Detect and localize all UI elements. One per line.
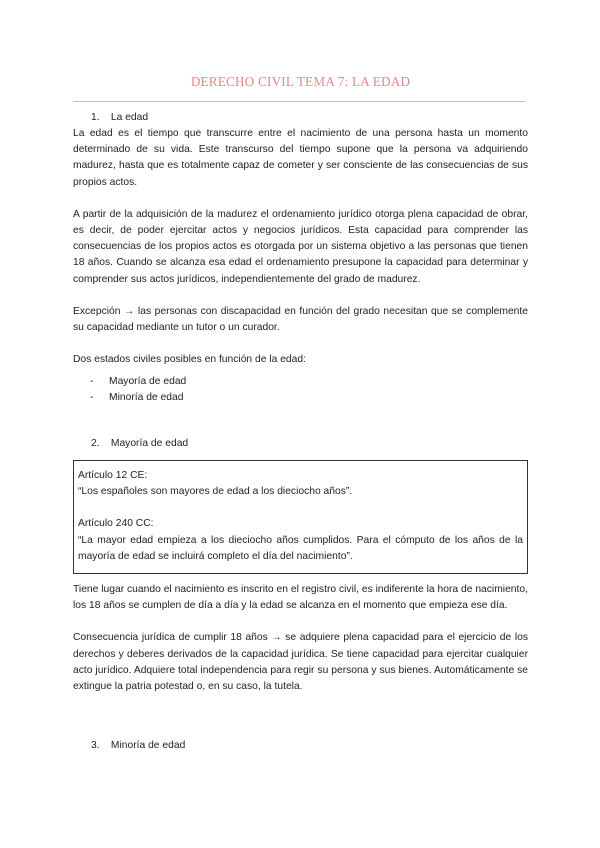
section-heading-3 (91, 738, 185, 754)
section-title: La edad (110, 112, 149, 123)
section-number: 1. (91, 112, 100, 123)
article-title: Artículo 12 CE: (78, 470, 148, 481)
title-divider (73, 101, 525, 102)
paragraph: La edad es el tiempo que transcurre entre el nacimiento de una persona hasta un momento determinado de su vida. Este transcurso del tiempo supone que la persona va adquiriendo madurez, hasta que es totalmente capaz de cometer y ser consciente de las consecuencias de sus propios actos. (73, 128, 528, 188)
paragraph: Consecuencia jurídica de cumplir 18 años → se adquiere plena capacidad para el ejercicio de los derechos y deberes derivados de la capacidad jurídica. Se tiene capacidad para ejercitar cualquier acto jurídico. Adquiere total independencia para regir su persona y sus bienes. Automáticamente se extingue la patria potestad o, en su caso, la tutela. (73, 632, 528, 693)
section-heading-2 (91, 436, 188, 452)
bullet-dash: - (90, 376, 94, 387)
legal-articles-box (73, 460, 528, 574)
article-text: “Los españoles son mayores de edad a los dieciocho años”. (78, 486, 353, 498)
paragraph: A partir de la adquisición de la madurez el ordenamiento jurídico otorga plena capacidad de obrar, es decir, de poder ejercitar actos y negocios jurídicos. Esta capacidad para comprender las consecuencias de los propios actos es otorgada por un sistema objetivo a las personas que tienen 18 años. Cuando se alcanza esa edad el ordenamiento presupone la capacidad para determinar y comprender sus actos jurídicos, independientemente del grado de madurez. (73, 208, 528, 285)
section-number: 2. (91, 438, 100, 449)
article-title: Artículo 240 CC: (78, 518, 154, 530)
list-item-text: Minoría de edad (109, 392, 184, 403)
document-title: DERECHO CIVIL TEMA 7: LA EDAD (190, 74, 411, 89)
list-item (90, 374, 186, 390)
paragraph: Tiene lugar cuando el nacimiento es inscrito en el registro civil, es indiferente la hora de nacimiento, los 18 años se cumplen de día a día y la edad se alcanza en el momento que empieza ese día. (73, 584, 528, 612)
list-item (90, 390, 183, 406)
bullet-dash: - (90, 392, 94, 403)
section-heading-1 (91, 110, 148, 126)
paragraph: Dos estados civiles posibles en función de la edad: (73, 354, 306, 366)
section-title: Minoría de edad (110, 740, 186, 751)
section-2-body (73, 582, 528, 695)
section-number: 3. (91, 740, 100, 751)
list-item-text: Mayoría de edad (109, 376, 187, 387)
section-1-body (73, 126, 528, 368)
article-text: “La mayor edad empieza a los dieciocho años cumplidos. Para el cómputo de los años de la mayoría de edad se incluirá completo el día del nacimiento”. (78, 534, 523, 562)
section-title: Mayoría de edad (110, 438, 189, 449)
paragraph: Excepción → las personas con discapacidad en función del grado necesitan que se complemente su capacidad mediante un tutor o un curador. (73, 305, 528, 334)
